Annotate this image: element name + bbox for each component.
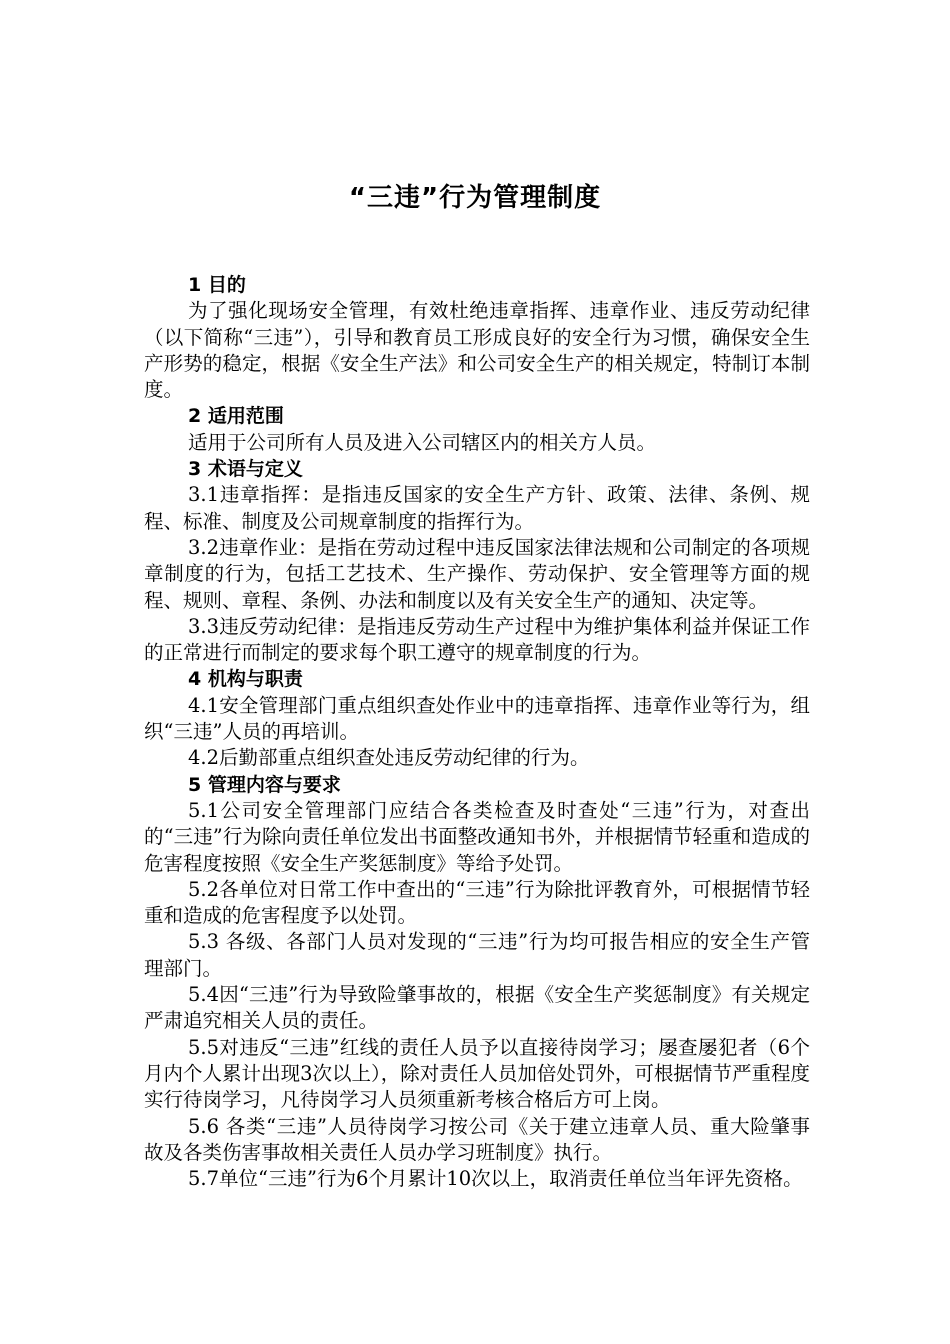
paragraph-5-4: 5.4因“三违”行为导致险肇事故的，根据《安全生产奖惩制度》有关规定严肃追究相关人员的责任。 [144, 983, 810, 1033]
paragraph-5-2: 5.2各单位对日常工作中查出的“三违”行为除批评教育外，可根据情节轻重和造成的危害程度予以处罚。 [144, 877, 810, 928]
paragraph-scope: 适用于公司所有人员及进入公司辖区内的相关方人员。 [188, 430, 657, 454]
paragraph-5-6: 5.6 各类“三违”人员待岗学习按公司《关于建立违章人员、重大险肇事故及各类伤害事故相关责任人员办学习班制度》执行。 [144, 1114, 810, 1164]
paragraph-4-1: 4.1安全管理部门重点组织查处作业中的违章指挥、违章作业等行为，组织“三违”人员的再培训。 [144, 693, 810, 744]
paragraph-4-2: 4.2后勤部重点组织查处违反劳动纪律的行为。 [188, 746, 590, 770]
paragraph-5-5: 5.5对违反“三违”红线的责任人员予以直接待岗学习；屡查屡犯者（6个月内个人累计出现3次以上），除对责任人员加倍处罚外，可根据情节严重程度实行待岗学习，凡待岗学习人员须重新考核合格后方可上岗。 [144, 1035, 810, 1112]
paragraph-5-7: 5.7单位“三违”行为6个月累计10次以上，取消责任单位当年评先资格。 [188, 1167, 803, 1191]
paragraph-5-1: 5.1公司安全管理部门应结合各类检查及时查处“三违”行为，对查出的“三违”行为除向责任单位发出书面整改通知书外，并根据情节轻重和造成的危害程度按照《安全生产奖惩制度》等给予处罚。 [144, 798, 810, 875]
paragraph-3-3: 3.3违反劳动纪律：是指违反劳动生产过程中为维护集体利益并保证工作的正常进行而制定的要求每个职工遵守的规章制度的行为。 [144, 614, 810, 665]
section-heading-purpose: 1 目的 [188, 274, 246, 296]
section-heading-responsibilities: 4 机构与职责 [188, 668, 303, 691]
section-heading-terms: 3 术语与定义 [188, 458, 303, 481]
section-heading-requirements: 5 管理内容与要求 [188, 773, 341, 796]
paragraph-5-3: 5.3 各级、各部门人员对发现的“三违”行为均可报告相应的安全生产管理部门。 [144, 930, 810, 980]
paragraph-purpose: 为了强化现场安全管理，有效杜绝违章指挥、违章作业、违反劳动纪律（以下简称“三违”），引导和教育员工形成良好的安全行为习惯，确保安全生产形势的稳定，根据《安全生产法》和公司安全生产的相关规定，特制订本制度。 [144, 299, 810, 402]
document-title: “三违”行为管理制度 [348, 183, 602, 213]
section-heading-scope: 2 适用范围 [188, 405, 284, 428]
paragraph-3-1: 3.1违章指挥：是指违反国家的安全生产方针、政策、法律、条例、规程、标准、制度及公司规章制度的指挥行为。 [144, 483, 810, 533]
paragraph-3-2: 3.2违章作业：是指在劳动过程中违反国家法律法规和公司制定的各项规章制度的行为，包括工艺技术、生产操作、劳动保护、安全管理等方面的规程、规则、章程、条例、办法和制度以及有关安全生产的通知、决定等。 [144, 535, 810, 612]
document-body [144, 272, 810, 1192]
